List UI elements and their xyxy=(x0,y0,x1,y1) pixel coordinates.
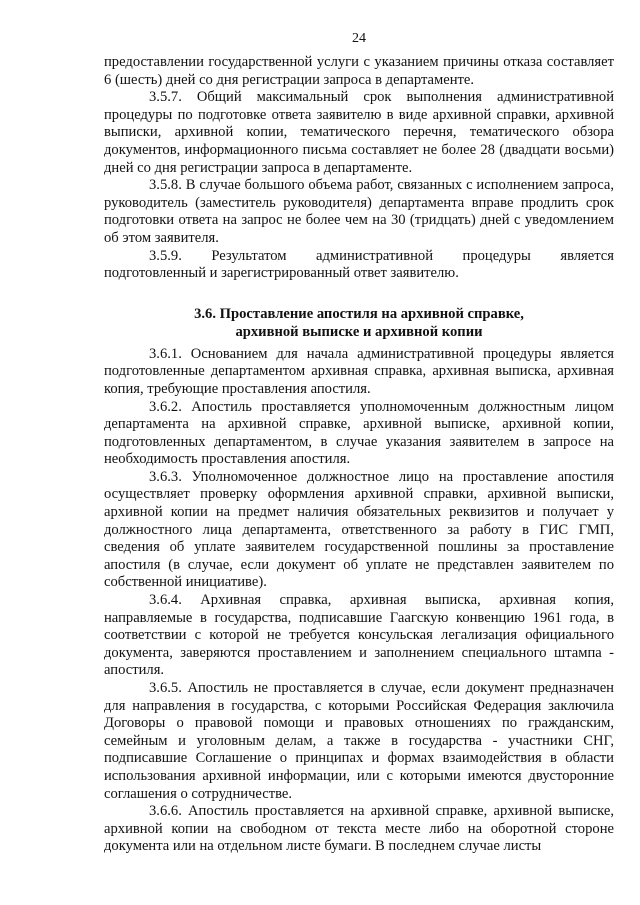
page-number: 24 xyxy=(352,31,366,46)
section-heading-line-2: архивной выписке и архивной копии xyxy=(235,323,483,340)
paragraph-3-5-8: 3.5.8. В случае большого объема работ, связанных с исполнением запроса, руководитель (заместитель руководителя) департамента вправе продлить срок подготовки ответа на запрос не более чем на 30 (тридцать) дней с уведомлением об этом заявителя. xyxy=(104,177,614,246)
paragraph-3-6-2: 3.6.2. Апостиль проставляется уполномоченным должностным лицом департамента на архивной справке, архивной выписке, архивной копии, подготовленных департаментом, в случае указания заявителем в запросе на необходимость проставления апостиля. xyxy=(104,398,614,468)
document-page xyxy=(104,30,614,856)
paragraph-3-6-1: 3.6.1. Основанием для начала административной процедуры является подготовленные департаментом архивная справка, архивная выписка, архивная копия, требующие проставления апостиля. xyxy=(104,345,614,397)
paragraph-3-5-7: 3.5.7. Общий максимальный срок выполнения административной процедуры по подготовке ответа заявителю в виде архивной справки, архивной выписки, архивной копии, тематического перечня, тематического обзора документов, информационного письма составляет не более 28 (двадцати восьми) дней со дня регистрации запроса в департаменте. xyxy=(104,89,614,176)
paragraph-3-6-3: 3.6.3. Уполномоченное должностное лицо на проставление апостиля осуществляет проверку оформления архивной справки, архивной выписки, архивной копии на предмет наличия обязательных реквизитов и получает у должностного лица департамента, ответственного за работу в ГИС ГМП, сведения об уплате заявителем государственной пошлины за проставление апостиля (в случае, если документ об уплате не представлен заявителем по собственной инициативе). xyxy=(104,468,614,591)
paragraph-3-6-5: 3.6.5. Апостиль не проставляется в случае, если документ предназначен для направления в государства, с которыми Российская Федерация заключила Договоры о правовой помощи и правовых отношениях по гражданским, семейным и уголовным делам, а также в государства - участники СНГ, подписавшие Соглашение о принципах и формах взаимодействия в области использования архивной информации, или с которыми имеются двусторонние соглашения о сотрудничестве. xyxy=(104,680,614,802)
section-heading-line-1: 3.6. Проставление апостиля на архивной справке, xyxy=(194,305,524,322)
paragraph-3-5-9: 3.5.9. Результатом административной процедуры является подготовленный и зарегистрированный ответ заявителю. xyxy=(104,247,614,282)
paragraph-continuation: предоставлении государственной услуги с указанием причины отказа составляет 6 (шесть) дней со дня регистрации запроса в департаменте. xyxy=(104,54,614,88)
paragraph-3-6-6: 3.6.6. Апостиль проставляется на архивной справке, архивной выписке, архивной копии на свободном от текста месте либо на оборотной стороне документа или на отдельном листе бумаги. В последнем случае листы xyxy=(104,803,614,855)
section-heading xyxy=(104,305,614,341)
paragraph-3-6-4: 3.6.4. Архивная справка, архивная выписка, архивная копия, направляемые в государства, подписавшие Гаагскую конвенцию 1961 года, в соответствии с которой не требуется консульская легализация официального документа, заверяются проставлением и заполнением специального штампа - апостиля. xyxy=(104,592,614,679)
